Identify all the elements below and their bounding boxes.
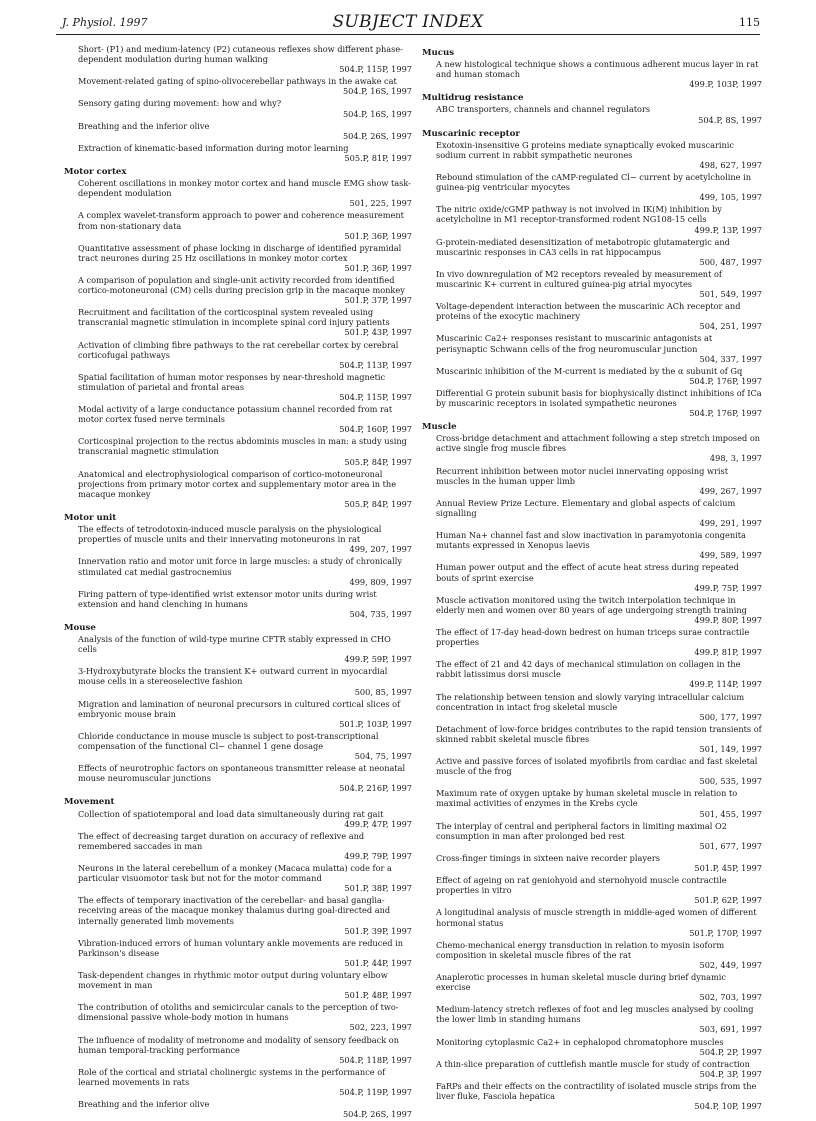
entry-title: Rebound stimulation of the cAMP-regulated Cl− current by acetylcholine in guinea-pig ventricular myocytes [436,172,751,193]
index-entry [436,237,762,267]
entry-title: 3-Hydroxybutyrate blocks the transient K+ outward current in myocardial mouse cells in a stereoselective fashion [78,666,388,687]
entry-reference: 499.P, 81P, 1997 [694,647,762,658]
entry-reference: 504.P, 118P, 1997 [339,1054,412,1065]
index-entry [436,59,762,89]
entry-title: The effects of tetrodotoxin-induced muscle paralysis on the physiological properties of muscle units and their innervating motoneurons in rat [78,524,382,545]
entry-title: Role of the cortical and striatal cholinergic systems in the performance of learned movements in rats [78,1066,386,1087]
index-entry [78,895,412,935]
entry-reference: 501, 677, 1997 [699,840,762,851]
entry-title: A longitudinal analysis of muscle strength in middle-aged women of different hormonal status [436,907,757,928]
entry-reference: 504.P, 176P, 1997 [689,375,762,386]
index-entry [436,333,762,363]
entry-reference: 501.P, 103P, 1997 [339,718,412,729]
index-entry [78,98,412,118]
index-entry [78,699,412,729]
entry-title: Voltage-dependent interaction between the muscarinic ACh receptor and proteins of the exocytic machinery [436,301,741,322]
index-entry [436,1059,762,1079]
entry-reference: 504.P, 16S, 1997 [342,86,412,97]
entry-title: Corticospinal projection to the rectus abdominis muscles in man: a study using transcranial magnetic stimulation [78,436,407,457]
index-entry [436,627,762,657]
entry-reference: 502, 449, 1997 [699,959,762,970]
entry-title: Monitoring cytoplasmic Ca2+ in cephalopod chromatophore muscles [436,1036,724,1047]
entry-title: Effect of ageing on rat geniohyoid and sternohyoid muscle contractile properties in vitro [436,875,727,896]
index-entry [436,498,762,528]
journal-name: J. Physiol. 1997 [62,16,148,29]
entry-reference: 504.P, 2P, 1997 [699,1046,762,1057]
entry-title: The interplay of central and peripheral factors in limiting maximal O2 consumption in man after prolonged bed rest [436,820,727,841]
entry-reference: 505.P, 81P, 1997 [344,152,412,163]
index-entry [78,121,412,141]
entry-reference: 504, 337, 1997 [699,353,762,364]
entry-reference: 501.P, 38P, 1997 [344,883,412,894]
entry-title: Migration and lamination of neuronal precursors in cultured cortical slices of embryonic mouse brain [78,698,401,719]
entry-title: The effect of decreasing target duration on accuracy of reflexive and remembered saccades in man [78,830,365,851]
index-entry [78,76,412,96]
entry-title: The effect of 17-day head-down bedrest on human triceps surae contractile properties [436,626,750,648]
right-column [422,44,762,1113]
section-heading: Multidrug resistance [422,93,524,104]
entry-title: Cross-bridge detachment and attachment following a step stretch imposed on active single frog muscle fibres [436,433,761,454]
entry-reference: 499.P, 80P, 1997 [694,614,762,625]
entry-title: The effect of 21 and 42 days of mechanical stimulation on collagen in the rabbit latissimus dorsi muscle [436,659,741,680]
index-entry [436,724,762,754]
left-column [64,44,412,1121]
entry-reference: 501.P, 48P, 1997 [344,990,412,1001]
index-entry [436,659,762,689]
index-section [64,167,412,509]
entry-reference: 500, 85, 1997 [354,686,412,697]
entry-title: Collection of spatiotemporal and load data simultaneously during rat gait [78,808,384,819]
entry-title: Annual Review Prize Lecture. Elementary and global aspects of calcium signalling [436,497,736,518]
entry-title: Coherent oscillations in monkey motor cortex and hand muscle EMG show task-dependent modulation [78,178,411,199]
index-entry [436,907,762,937]
entry-reference: 499, 589, 1997 [699,550,762,561]
entry-reference: 501.P, 36P, 1997 [344,262,412,273]
page-number: 115 [739,16,760,29]
entry-title: Chloride conductance in mouse muscle is subject to post-transcriptional compensation of the functional Cl− channel 1 gene dosage [78,730,379,751]
entry-title: Modal activity of a large conductance potassium channel recorded from rat motor cortex fused nerve terminals [78,404,393,425]
entry-title: A comparison of population and single-unit activity recorded from identified cortico-motoneuronal (CM) cells during precision grip in the macaque monkey [78,274,405,296]
index-entry [436,1037,762,1057]
index-entry [436,388,762,418]
entry-title: Human power output and the effect of acute heat stress during repeated bouts of sprint exercise [436,562,739,583]
index-section [422,129,762,419]
entry-reference: 504, 75, 1997 [354,751,412,762]
entry-reference: 501, 225, 1997 [349,198,412,209]
entry-reference: 504.P, 8S, 1997 [698,114,762,125]
entry-reference: 503, 691, 1997 [699,1024,762,1035]
section-heading: Movement [64,797,115,808]
index-entry [436,172,762,202]
entry-reference: 499.P, 47P, 1997 [344,818,412,829]
section-heading: Mouse [64,622,96,633]
entry-reference: 505.P, 84P, 1997 [344,498,412,509]
section-heading: Motor cortex [64,167,127,178]
index-entry [436,269,762,299]
entry-title: Muscle activation monitored using the twitch interpolation technique in elderly men and women over 80 years of age undergoing strength training [436,594,747,615]
section-heading: Motor unit [64,513,117,524]
entry-reference: 504.P, 115P, 1997 [339,64,412,75]
index-entry [78,634,412,664]
index-entry [78,340,412,370]
entry-reference: 505.P, 84P, 1997 [344,456,412,467]
entry-title: Anaplerotic processes in human skeletal muscle during brief dynamic exercise [436,971,727,993]
entry-reference: 499, 267, 1997 [699,485,762,496]
index-entry [78,178,412,208]
entry-title: Recurrent inhibition between motor nuclei innervating opposing wrist muscles in the human upper limb [436,465,729,486]
entry-reference: 500, 535, 1997 [699,776,762,787]
index-entry [78,275,412,305]
index-entry [436,140,762,170]
entry-title: Anatomical and electrophysiological comparison of cortico-motoneuronal projections from primary motor cortex and supplementary motor area in the macaque monkey [78,468,397,499]
index-entry [436,366,762,386]
index-entry [78,809,412,829]
entry-reference: 499.P, 79P, 1997 [344,850,412,861]
entry-title: Recruitment and facilitation of the corticospinal system revealed using transcranial magnetic stimulation in incomplete spinal cord injury patients [78,307,390,328]
index-entry [436,821,762,851]
entry-title: Spatial facilitation of human motor responses by near-threshold magnetic stimulation of parietal and frontal areas [78,371,386,392]
entry-title: Innervation ratio and motor unit force in large muscles: a study of chronically stimulated cat medial gastrocnemius [78,556,403,577]
entry-reference: 499, 291, 1997 [699,518,762,529]
entry-title: The relationship between tension and slowly varying intracellular calcium concentration in intact frog skeletal muscle [436,691,745,712]
index-entry [78,863,412,893]
index-entry [78,666,412,696]
entry-title: Detachment of low-force bridges contributes to the rapid tension transients of skinned rabbit skeletal muscle fibres [436,723,762,744]
index-entry [436,692,762,722]
entry-reference: 504.P, 3P, 1997 [699,1068,762,1079]
entry-title: The effects of temporary inactivation of the cerebellar- and basal ganglia-receiving areas of the macaque monkey thalamus during goal-directed and internally generated limb movements [78,895,391,926]
entry-reference: 499.P, 114P, 1997 [689,679,762,690]
entry-title: Cross-finger timings in sixteen naive recorder players [436,852,660,863]
index-entry [78,763,412,793]
entry-title: ABC transporters, channels and channel regulators [436,104,651,115]
index-entry [78,731,412,761]
index-entry [436,1081,762,1111]
entry-reference: 504.P, 216P, 1997 [339,783,412,794]
index-entry [78,556,412,586]
entry-reference: 504, 735, 1997 [349,608,412,619]
entry-reference: 504.P, 176P, 1997 [689,408,762,419]
entry-reference: 501.P, 39P, 1997 [344,925,412,936]
entry-title: A new histological technique shows a continuous adherent mucus layer in rat and human stomach [436,59,759,80]
entry-title: In vivo downregulation of M2 receptors revealed by measurement of muscarinic K+ current in cultured guinea-pig atrial myocytes [436,268,722,289]
index-entry [436,204,762,234]
index-entry [436,875,762,905]
index-entry [436,972,762,1002]
index-entry [78,1002,412,1032]
entry-title: Chemo-mechanical energy transduction in relation to myosin isoform composition in skeletal muscle fibres of the rat [436,939,725,960]
page-title: SUBJECT INDEX [332,12,484,32]
entry-reference: 501, 549, 1997 [699,289,762,300]
entry-title: Movement-related gating of spino-olivocerebellar pathways in the awake cat [78,76,397,87]
index-section [64,44,412,163]
entry-title: Active and passive forces of isolated myofibrils from cardiac and fast skeletal muscle of the frog [436,756,758,777]
entry-title: G-protein-mediated desensitization of metabotropic glutamatergic and muscarinic responses in CA3 cells in rat hippocampus [436,236,730,257]
entry-reference: 504.P, 160P, 1997 [339,424,412,435]
entry-reference: 501.P, 62P, 1997 [694,895,762,906]
entry-title: Quantitative assessment of phase locking in discharge of identified pyramidal tract neurones during 25 Hz oscillations in monkey motor cortex [78,242,402,263]
index-entry [436,530,762,560]
section-heading: Muscarinic receptor [422,128,520,139]
index-entry [78,1035,412,1065]
section-heading: Muscle [422,422,457,433]
entry-title: Task-dependent changes in rhythmic motor output during voluntary elbow movement in man [78,969,388,991]
entry-title: The contribution of otoliths and semicircular canals to the perception of two-dimensional passive whole-body motion in humans [78,1002,399,1023]
entry-reference: 498, 627, 1997 [699,159,762,170]
entry-title: Extraction of kinematic-based information during motor learning [78,142,349,153]
entry-reference: 500, 487, 1997 [699,256,762,267]
entry-reference: 501.P, 43P, 1997 [344,327,412,338]
entry-reference: 501.P, 44P, 1997 [344,957,412,968]
index-entry [78,143,412,163]
entry-title: Analysis of the function of wild-type murine CFTR stably expressed in CHO cells [78,634,391,655]
index-entry [78,404,412,434]
index-entry [436,562,762,592]
index-entry [436,853,762,873]
entry-reference: 499.P, 13P, 1997 [694,224,762,235]
index-entry [436,104,762,124]
entry-reference: 504.P, 26S, 1997 [342,1109,412,1120]
section-heading: Mucus [422,48,455,58]
entry-reference: 501, 455, 1997 [699,808,762,819]
index-section [64,623,412,794]
entry-title: Vibration-induced errors of human voluntary ankle movements are reduced in Parkinson's disease [78,937,403,958]
entry-title: Sensory gating during movement: how and why? [78,98,282,109]
entry-title: Medium-latency stretch reflexes of foot and leg muscles analysed by cooling the lower limb in standing humans [436,1004,754,1025]
entry-reference: 499, 809, 1997 [349,576,412,587]
entry-reference: 498, 3, 1997 [709,453,762,464]
index-entry [436,433,762,463]
index-entry [78,831,412,861]
entry-reference: 504.P, 26S, 1997 [342,130,412,141]
entry-reference: 504, 251, 1997 [699,321,762,332]
index-entry [78,372,412,402]
entry-reference: 504.P, 10P, 1997 [694,1101,762,1112]
entry-reference: 499.P, 103P, 1997 [689,79,762,90]
entry-title: Maximum rate of oxygen uptake by human skeletal muscle in relation to maximal activities of enzymes in the Krebs cycle [436,788,738,809]
entry-reference: 502, 703, 1997 [699,992,762,1003]
index-section [422,48,762,89]
entry-title: The influence of modality of metronome and modality of sensory feedback on human temporal-tracking performance [78,1034,399,1055]
index-entry [78,1099,412,1119]
entry-title: A complex wavelet-transform approach to power and coherence measurement from non-stationary data [78,210,404,231]
entry-reference: 501.P, 36P, 1997 [344,230,412,241]
entry-reference: 504.P, 16S, 1997 [342,108,412,119]
index-entry [78,243,412,273]
entry-reference: 502, 223, 1997 [349,1022,412,1033]
entry-title: A thin-slice preparation of cuttlefish mantle muscle for study of contraction [436,1058,750,1069]
entry-title: The nitric oxide/cGMP pathway is not involved in IK(M) inhibition by acetylcholine in M1 receptor-transformed rodent NG108-15 cells [436,204,722,225]
entry-title: Muscarinic Ca2+ responses resistant to muscarinic antagonists at perisynaptic Schwann cells of the frog neuromuscular junction [436,333,713,354]
entry-title: Breathing and the inferior olive [78,120,210,131]
entry-reference: 504.P, 115P, 1997 [339,392,412,402]
index-entry [436,595,762,625]
index-entry [78,524,412,554]
entry-title: Short- (P1) and medium-latency (P2) cutaneous reflexes show different phase-dependent modulation during human walking [78,44,403,65]
entry-reference: 504.P, 119P, 1997 [339,1087,412,1097]
index-entry [436,756,762,786]
entry-title: Breathing and the inferior olive [78,1099,210,1110]
index-entry [78,589,412,619]
entry-title: Neurons in the lateral cerebellum of a monkey (Macaca mulatta) code for a particular visuomotor task but not for the motor command [78,863,392,884]
entry-reference: 501.P, 45P, 1997 [694,863,762,874]
index-entry [78,1067,412,1097]
entry-reference: 504.P, 113P, 1997 [339,359,412,370]
index-section [422,93,762,124]
entry-title: Exotoxin-insensitive G proteins mediate synaptically evoked muscarinic sodium current in rabbit sympathetic neurones [436,139,735,160]
index-entry [78,44,412,74]
entry-reference: 501.P, 37P, 1997 [344,295,412,306]
index-entry [78,307,412,337]
entry-title: Effects of neurotrophic factors on spontaneous transmitter release at neonatal mouse neuromuscular junctions [78,763,406,784]
entry-title: Human Na+ channel fast and slow inactivation in paramyotonia congenita mutants expressed in Xenopus laevis [436,530,746,551]
header-rule [56,34,760,35]
entry-title: FaRPs and their effects on the contractility of isolated muscle strips from the liver fluke, Fasciola hepatica [436,1080,757,1101]
index-entry [436,940,762,970]
entry-reference: 501.P, 170P, 1997 [689,927,762,938]
entry-title: Differential G protein subunit basis for biophysically distinct inhibitions of ICa by muscarinic receptors in isolated sympathetic neurones [436,387,762,408]
entry-reference: 501, 149, 1997 [699,744,762,754]
entry-reference: 500, 177, 1997 [699,711,762,722]
index-section [422,422,762,1111]
entry-title: Activation of climbing fibre pathways to the rat cerebellar cortex by cerebral corticofugal pathways [78,339,399,360]
index-entry [436,788,762,818]
index-entry [436,301,762,331]
entry-reference: 499, 207, 1997 [349,544,412,555]
entry-reference: 499.P, 59P, 1997 [344,654,412,665]
entry-title: Muscarinic inhibition of the M-current is mediated by the α subunit of Gq [436,365,743,376]
index-entry [78,210,412,240]
page-header [56,12,760,36]
index-entry [436,1004,762,1034]
index-section [64,797,412,1119]
entry-reference: 499.P, 75P, 1997 [694,582,762,593]
entry-title: Firing pattern of type-identified wrist extensor motor units during wrist extension and hand clenching in humans [78,588,377,609]
index-entry [436,466,762,496]
index-section [64,513,412,619]
index-entry [78,436,412,466]
index-entry [78,938,412,968]
index-entry [78,970,412,1000]
entry-reference: 499, 105, 1997 [699,192,762,203]
index-entry [78,469,412,509]
